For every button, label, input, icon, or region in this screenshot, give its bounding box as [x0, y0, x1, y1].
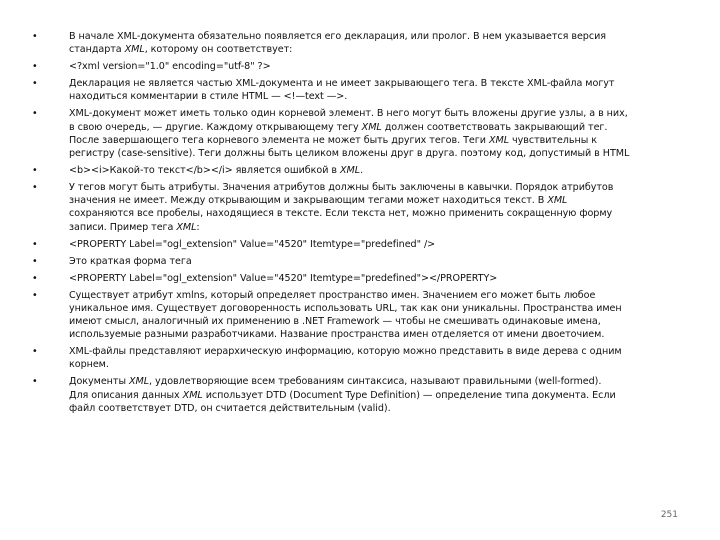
bullet-line [69, 289, 672, 302]
bullet-dot-icon: • [32, 78, 38, 90]
text-segment: чувствительны к [509, 134, 597, 146]
bullet-item [32, 238, 672, 251]
bullet-dot-icon: • [32, 61, 38, 73]
text-segment: <?xml version="1.0" encoding="utf-8" ?> [69, 61, 271, 73]
text-segment: файл соответствует DTD, он считается действительным (valid). [69, 402, 391, 414]
bullet-line [69, 134, 672, 147]
bullet-dot-icon: • [32, 31, 38, 42]
bullet-line [69, 402, 672, 415]
bullet-line [69, 238, 672, 251]
text-segment: находиться комментарии в стиле HTML — <!—text —>. [69, 91, 348, 103]
text-segment: значения не имеет. Между открывающим и закрывающим тегами может находиться текст. В [69, 195, 548, 207]
italic-text: XML [547, 195, 568, 207]
bullet-line [69, 181, 672, 194]
text-segment: Документы [69, 376, 129, 388]
bullet-line [69, 207, 672, 220]
text-segment: <b><i>Какой-то текст</b></i> является ошибкой в [69, 165, 341, 177]
bullet-dot-icon: • [32, 108, 38, 120]
text-segment: имеют смысл, аналогичный их применению в .NET Framework — чтобы не смешивать одинаковые имена, [69, 316, 601, 328]
bullet-dot-icon: • [32, 376, 38, 388]
bullet-item [32, 181, 672, 234]
bullet-item [32, 107, 672, 160]
text-segment: Декларация не является частью XML-документа и не имеет закрывающего тега. В тексте XML-файла могут [69, 78, 615, 90]
text-segment: XML-файлы представляют иерархическую информацию, которую можно представить в виде дерева с одним [69, 346, 622, 358]
bullet-line [69, 375, 672, 388]
text-segment: : [196, 221, 200, 233]
bullet-dot-icon: • [32, 346, 38, 358]
bullet-line [69, 328, 672, 341]
text-segment: . [360, 165, 364, 177]
text-segment: <PROPERTY Label="ogl_extension" Value="4520" Itemtype="predefined" /> [69, 238, 436, 250]
bullet-line [69, 121, 672, 134]
bullet-item [32, 255, 672, 268]
bullet-line [69, 77, 672, 90]
text-segment: , которому он соответствует: [144, 44, 293, 56]
text-segment: регистру (case-sensitive). Теги должны быть целиком вложены друг в друга. поэтому код, допустимый в HTML [69, 148, 630, 160]
bullet-line [69, 60, 672, 73]
bullet-line [69, 272, 672, 285]
bullet-line [69, 164, 672, 177]
text-segment: <PROPERTY Label="ogl_extension" Value="4520" Itemtype="predefined"></PROPERTY> [69, 272, 498, 284]
text-segment: Для описания данных [69, 389, 183, 401]
text-segment: стандарта [69, 44, 125, 56]
bullet-item [32, 77, 672, 103]
text-segment: используемые разными разработчиками. Название пространства имен отделяется от имени двоеточием. [69, 329, 605, 341]
italic-text: XML [128, 376, 150, 388]
bullet-line [69, 221, 672, 234]
text-segment: В начале XML-документа обязательно появляется его декларация, или пролог. В нем указывается версия [69, 31, 606, 42]
bullet-dot-icon: • [32, 182, 38, 194]
bullet-dot-icon: • [32, 255, 38, 267]
bullet-item [32, 164, 672, 177]
bullet-dot-icon: • [32, 165, 38, 177]
bullet-list [32, 30, 672, 419]
text-segment: уникальное имя. Существует договоренность использовать URL, так как они уникальны. Пространства имен [69, 302, 622, 314]
bullet-item [32, 272, 672, 285]
bullet-line [69, 389, 672, 402]
text-segment: сохраняются все пробелы, находящиеся в тексте. Если текста нет, можно применить сокращенную форму [69, 208, 613, 220]
bullet-item [32, 289, 672, 342]
text-segment: После завершающего тега корневого элемента не может быть других тегов. Теги [69, 134, 489, 146]
bullet-item [32, 375, 672, 415]
text-segment: , удовлетворяющие всем требованиям синтаксиса, называют правильными (well-formed). [149, 376, 602, 388]
page-number: 251 [660, 510, 678, 520]
italic-text: XML [182, 389, 203, 401]
italic-text: XML [361, 121, 382, 133]
bullet-line [69, 107, 672, 120]
text-segment: использует DTD (Document Type Definition) — определение типа документа. Если [202, 389, 616, 401]
bullet-dot-icon: • [32, 272, 38, 284]
bullet-line [69, 315, 672, 328]
bullet-line [69, 194, 672, 207]
italic-text: XML [340, 165, 361, 177]
bullet-line [69, 30, 672, 43]
text-segment: корнем. [69, 359, 109, 371]
text-segment: в свою очередь, — другие. Каждому открывающему тегу [69, 121, 362, 133]
bullet-line [69, 358, 672, 371]
bullet-line [69, 302, 672, 315]
bullet-line [69, 147, 672, 160]
text-segment: XML-документ может иметь только один корневой элемент. В него могут быть вложены другие узлы, а в них, [69, 108, 628, 120]
bullet-item [32, 345, 672, 371]
text-segment: Существует атрибут xmlns, который определяет пространство имен. Значением его может быть любое [69, 289, 596, 301]
bullet-item [32, 30, 672, 56]
text-segment: Это краткая форма тега [69, 255, 192, 267]
text-segment: У тегов могут быть атрибуты. Значения атрибутов должны быть заключены в кавычки. Порядок атрибутов [69, 182, 614, 194]
italic-text: XML [176, 221, 197, 233]
bullet-item [32, 60, 672, 73]
bullet-line [69, 43, 672, 56]
bullet-dot-icon: • [32, 289, 38, 301]
bullet-dot-icon: • [32, 238, 38, 250]
text-segment: должен соответствовать закрывающий тег. [381, 121, 608, 133]
italic-text: XML [124, 44, 145, 56]
bullet-line [69, 255, 672, 268]
italic-text: XML [488, 134, 509, 146]
bullet-line [69, 345, 672, 358]
bullet-line [69, 90, 672, 103]
text-segment: записи. Пример тега [69, 221, 177, 233]
